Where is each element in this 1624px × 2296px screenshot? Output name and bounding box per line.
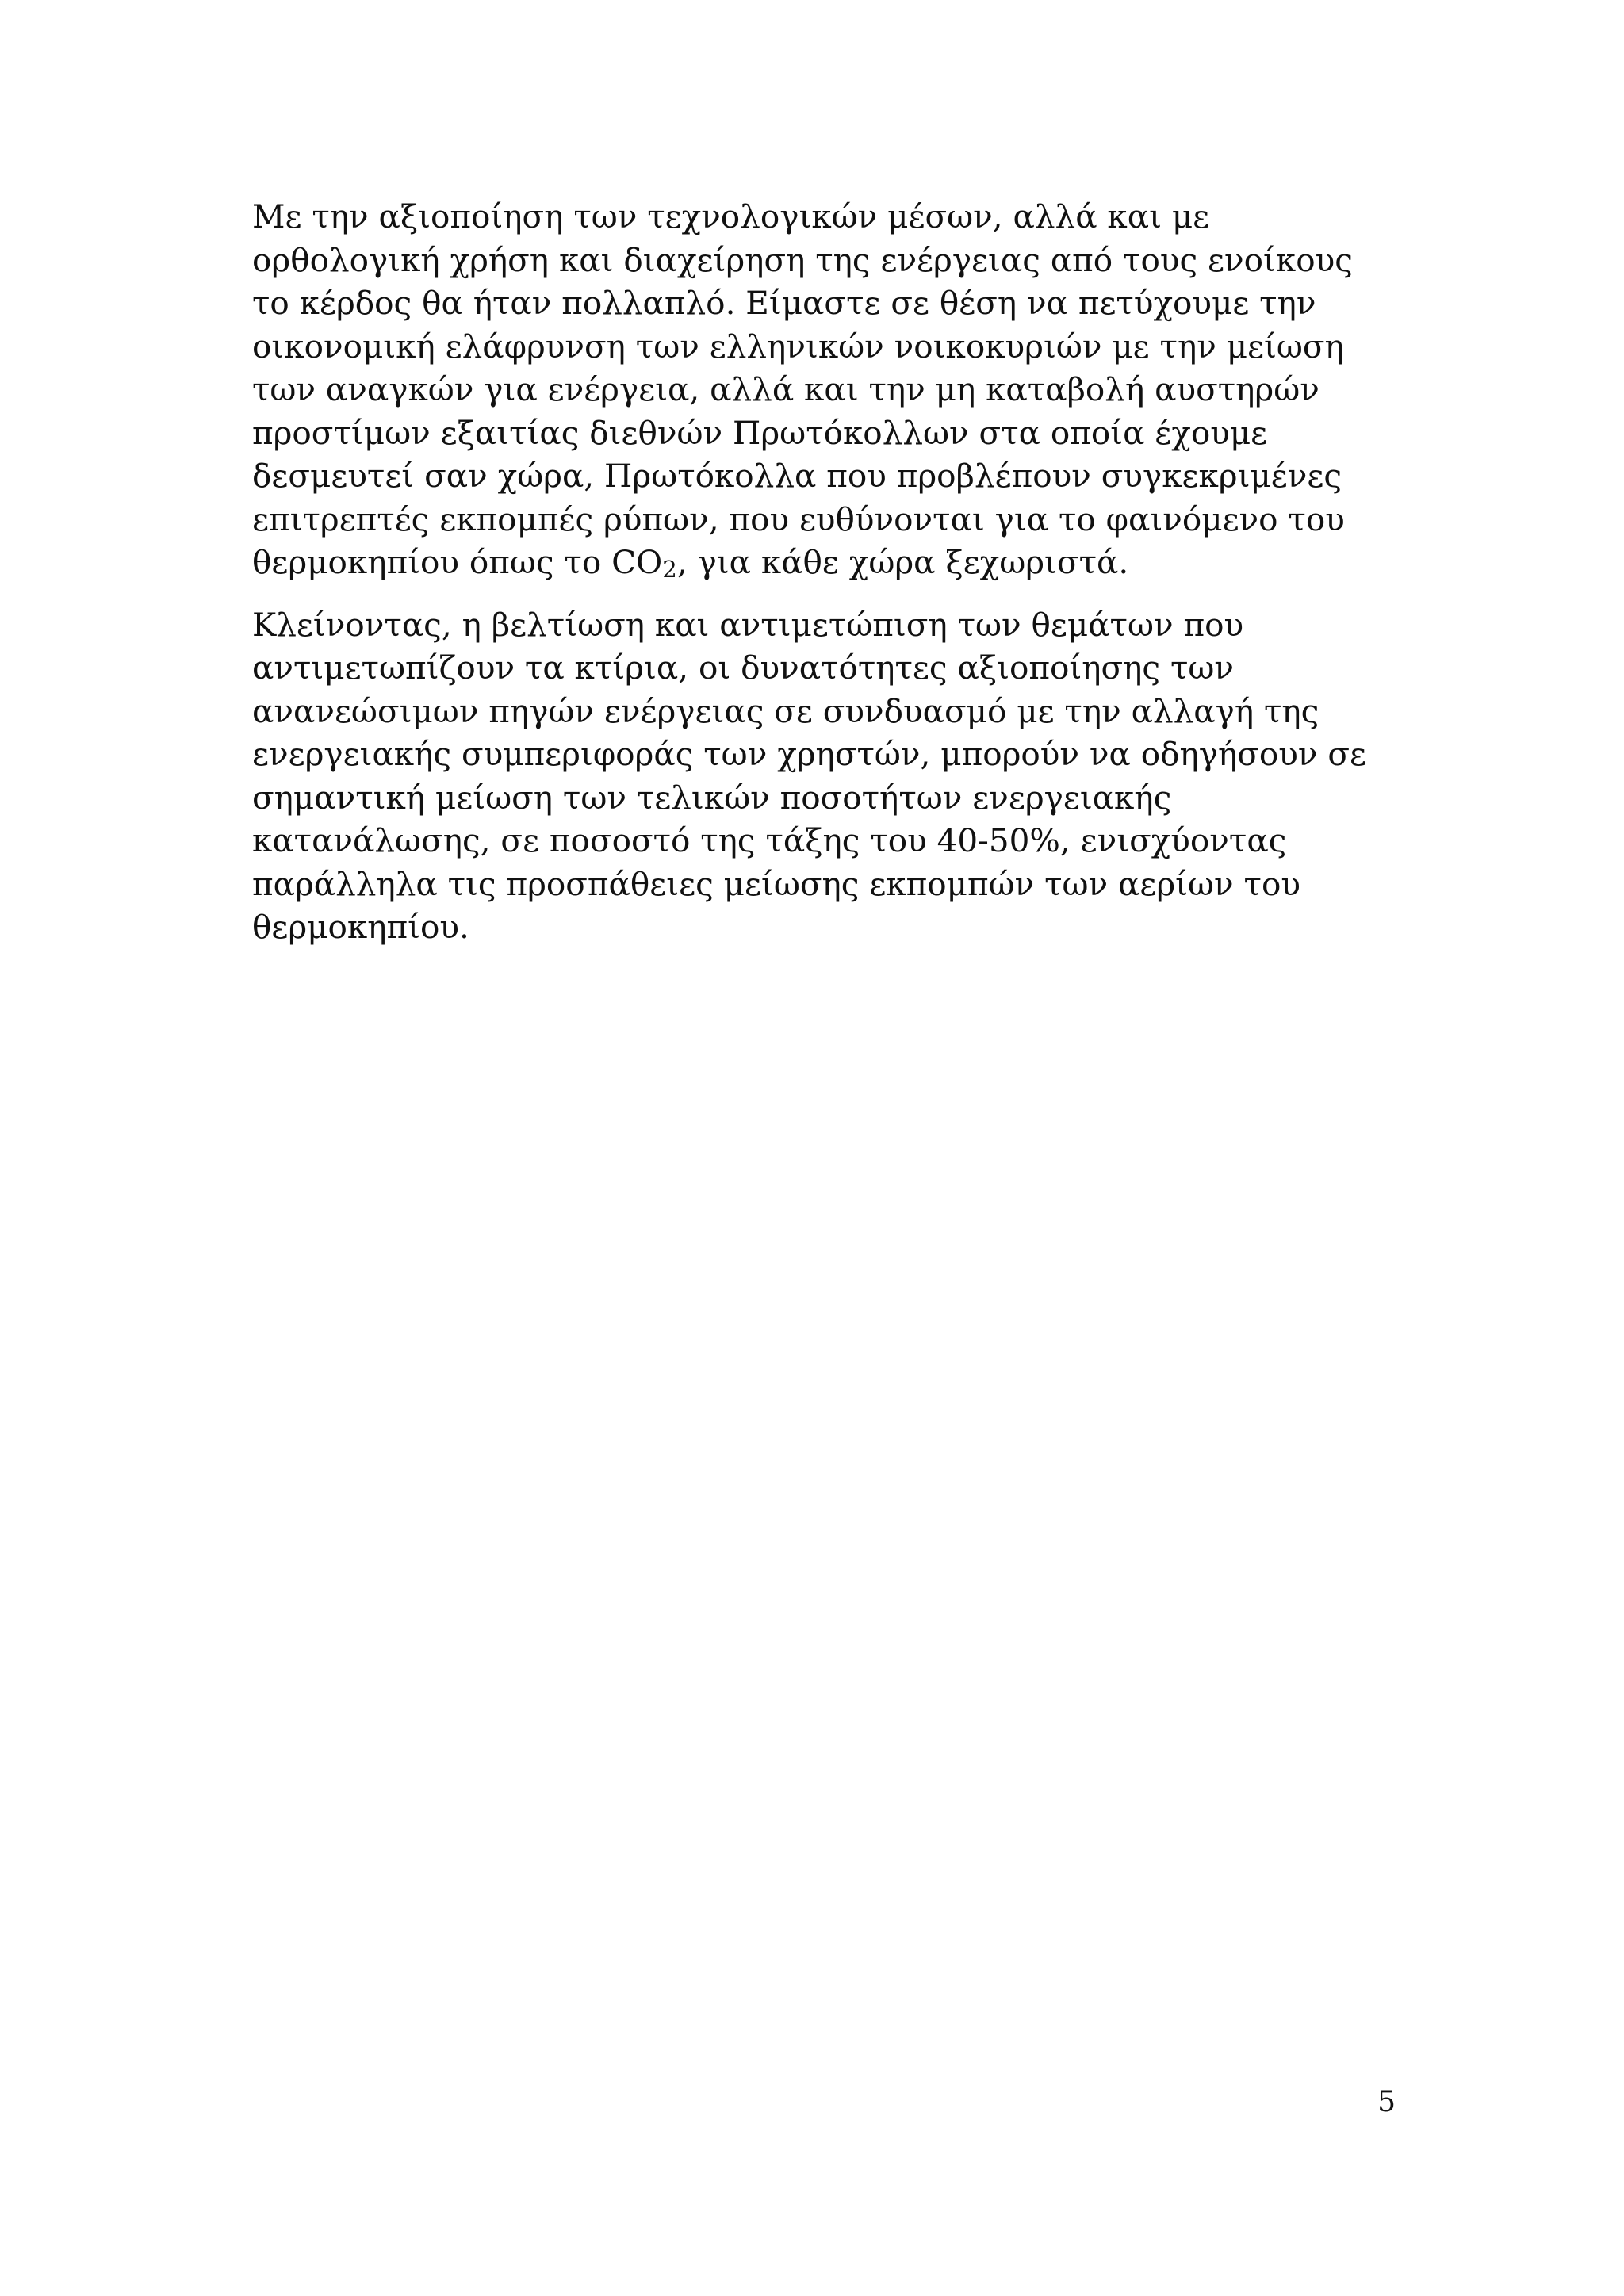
text-line: προστίμων εξαιτίας διεθνών Πρωτόκολλων στα οποία έχουμε	[252, 413, 1268, 452]
text-line: οικονομική ελάφρυνση των ελληνικών νοικοκυριών με την μείωση	[252, 327, 1344, 365]
text-line: επιτρεπτές εκπομπές ρύπων, που ευθύνονται για το φαινόμενο του	[252, 499, 1345, 538]
text-line: θερμοκηπίου.	[252, 908, 469, 946]
body-text	[252, 195, 1426, 949]
text-line: δεσμευτεί σαν χώρα, Πρωτόκολλα που προβλέπουν συγκεκριμένες	[252, 457, 1342, 495]
text-fragment: θερμοκηπίου όπως το CO	[252, 543, 663, 581]
page-number: 5	[1377, 2086, 1396, 2118]
text-line: κατανάλωσης, σε ποσοστό της τάξης του 40-50%, ενισχύοντας	[252, 821, 1287, 859]
text-line: το κέρδος θα ήταν πολλαπλό. Είμαστε σε θέση να πετύχουμε την	[252, 284, 1316, 322]
text-line: ανανεώσιμων πηγών ενέργειας σε συνδυασμό με την αλλαγή της	[252, 691, 1320, 730]
text-line: ενεργειακής συμπεριφοράς των χρηστών, μπορούν να οδηγήσουν σε	[252, 735, 1367, 773]
paragraph-1	[252, 195, 1426, 584]
subscript: 2	[662, 556, 677, 584]
text-line: ορθολογική χρήση και διαχείρηση της ενέργειας από τους ενοίκους	[252, 240, 1353, 279]
text-line: Με την αξιοποίηση των τεχνολογικών μέσων, αλλά και με	[252, 197, 1210, 235]
text-line: αντιμετωπίζουν τα κτίρια, οι δυνατότητες αξιοποίησης των	[252, 649, 1235, 687]
text-fragment: , για κάθε χώρα ξεχωριστά.	[676, 543, 1129, 581]
text-line: παράλληλα τις προσπάθειες μείωσης εκπομπών των αερίων του	[252, 864, 1300, 903]
text-line: σημαντική μείωση των τελικών ποσοτήτων ενεργειακής	[252, 778, 1172, 817]
paragraph-2	[252, 603, 1426, 949]
text-line: των αναγκών για ενέργεια, αλλά και την μη καταβολή αυστηρών	[252, 370, 1320, 408]
text-line: Κλείνοντας, η βελτίωση και αντιμετώπιση των θεμάτων που	[252, 605, 1244, 644]
text-line	[252, 541, 1426, 584]
